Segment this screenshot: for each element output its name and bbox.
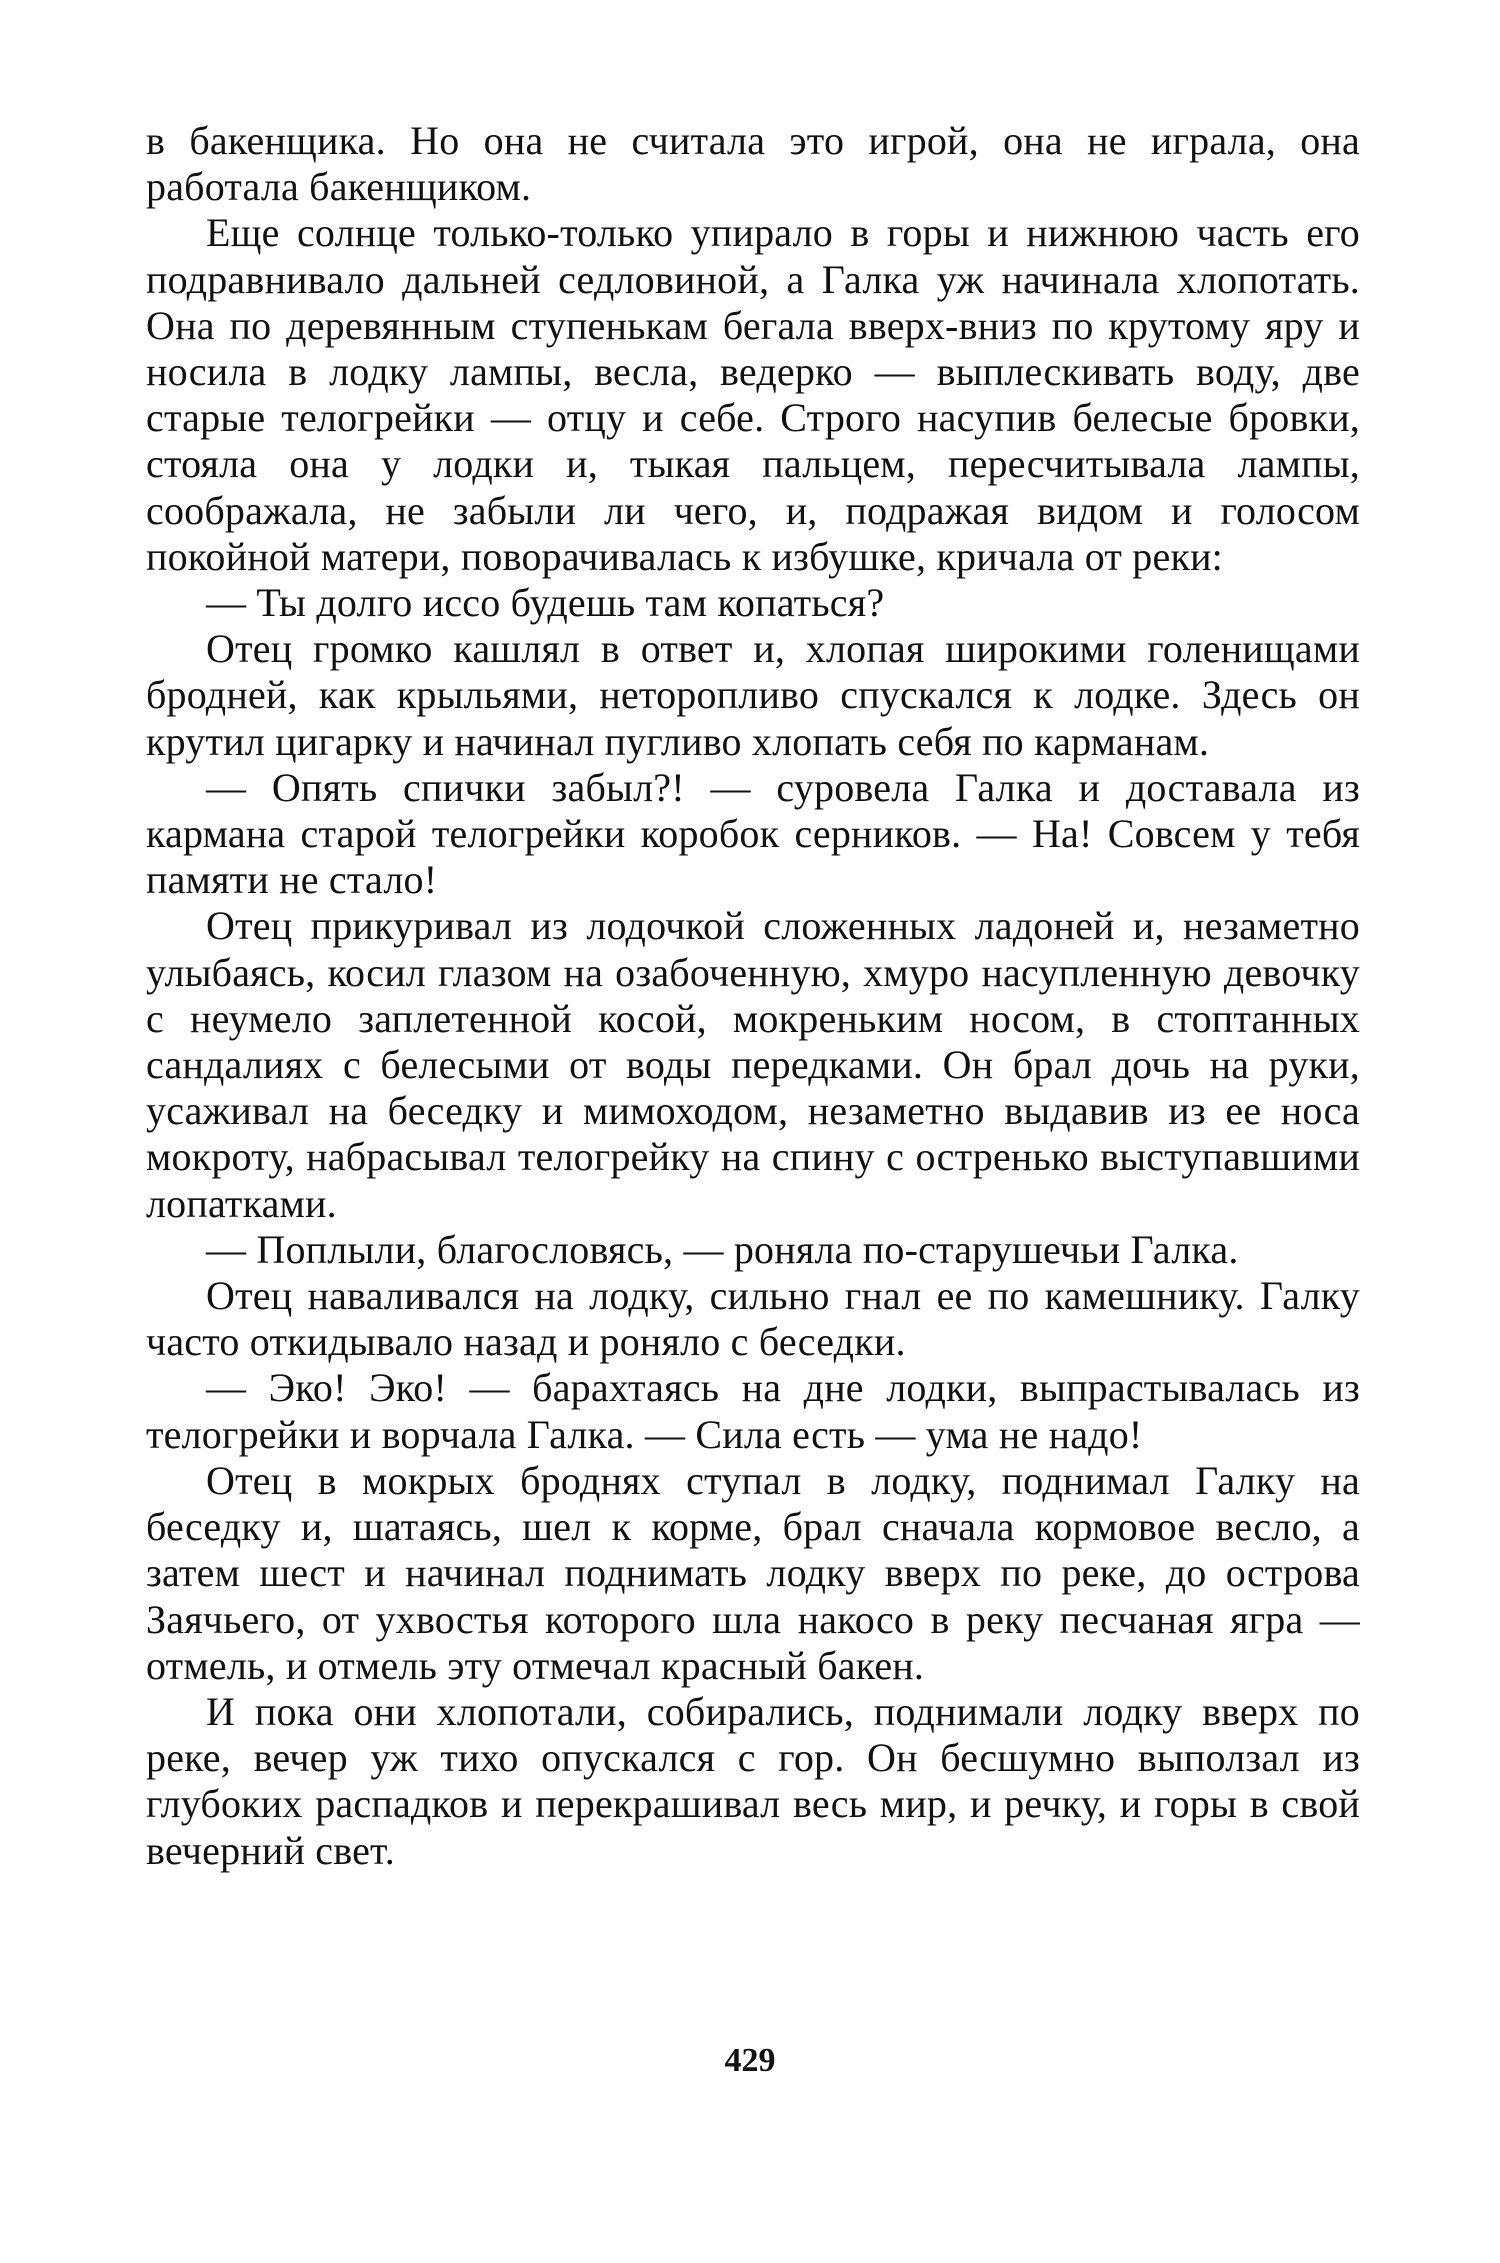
dialogue-line: — Поплыли, благословясь, — роняла по-старушечьи Галка. bbox=[206, 1226, 1239, 1272]
paragraph: Отец громко кашлял в ответ и, хлопая широкими голенищами бродней, как крыльями, неторопливо спускался к лодке. Здесь он крутил цигарку и начинал пугливо хлопать себя по карманам. bbox=[146, 626, 1360, 764]
paragraph: Еще солнце только-только упирало в горы и нижнюю часть его подравнивало дальней седловиной, а Галка уж начинала хлопотать. Она по деревянным ступенькам бегала вверх-вниз по крутому яру и носила в лодку лампы, весла, ведерко — выплескивать воду, две старые телогрейки — отцу и себе. Строго насупив белесые бровки, стояла она у лодки и, тыкая пальцем, пересчитывала лампы, соображала, не забыли ли чего, и, подражая видом и голосом покойной матери, поворачивалась к избушке, кричала от реки: bbox=[146, 210, 1360, 579]
paragraph: в бакенщика. Но она не считала это игрой, она не играла, она работала бакенщиком. bbox=[146, 118, 1360, 210]
page-body bbox=[146, 118, 1360, 1874]
paragraph: И пока они хлопотали, собирались, поднимали лодку вверх по реке, вечер уж тихо опускался с гор. Он бесшумно выползал из глубоких распадков и перекрашивал весь мир, и речку, и горы в свой вечерний свет. bbox=[146, 1688, 1360, 1873]
paragraph: Отец наваливался на лодку, сильно гнал ее по камешнику. Галку часто откидывало назад и роняло с беседки. bbox=[146, 1273, 1360, 1365]
dialogue-line: — Опять спички забыл?! — суровела Галка и доставала из кармана старой телогрейки коробок серников. — На! Совсем у тебя памяти не стало! bbox=[146, 764, 1360, 903]
dialogue-line: — Ты долго иссо будешь там копаться? bbox=[206, 580, 885, 626]
paragraph: Отец прикуривал из лодочкой сложенных ладоней и, незаметно улыбаясь, косил глазом на озабоченную, хмуро насупленную девочку с неумело заплетенной косой, мокреньким носом, в стоптанных сандалиях с белесыми от воды передками. Он брал дочь на руки, усаживал на беседку и мимоходом, незаметно выдавив из ее носа мокроту, набрасывал телогрейку на спину с остренько выступавшими лопатками. bbox=[146, 903, 1360, 1226]
dialogue-line: — Эко! Эко! — барахтаясь на дне лодки, выпрастывалась из телогрейки и ворчала Галка. — Сила есть — ума не надо! bbox=[146, 1365, 1360, 1457]
paragraph: Отец в мокрых броднях ступал в лодку, поднимал Галку на беседку и, шатаясь, шел к корме, брал сначала кормовое весло, а затем шест и начинал поднимать лодку вверх по реке, до острова Заячьего, от ухвостья которого шла накосо в реку песчаная ягра — отмель, и отмель эту отмечал красный бакен. bbox=[146, 1457, 1360, 1688]
page-number: 429 bbox=[724, 2042, 776, 2079]
